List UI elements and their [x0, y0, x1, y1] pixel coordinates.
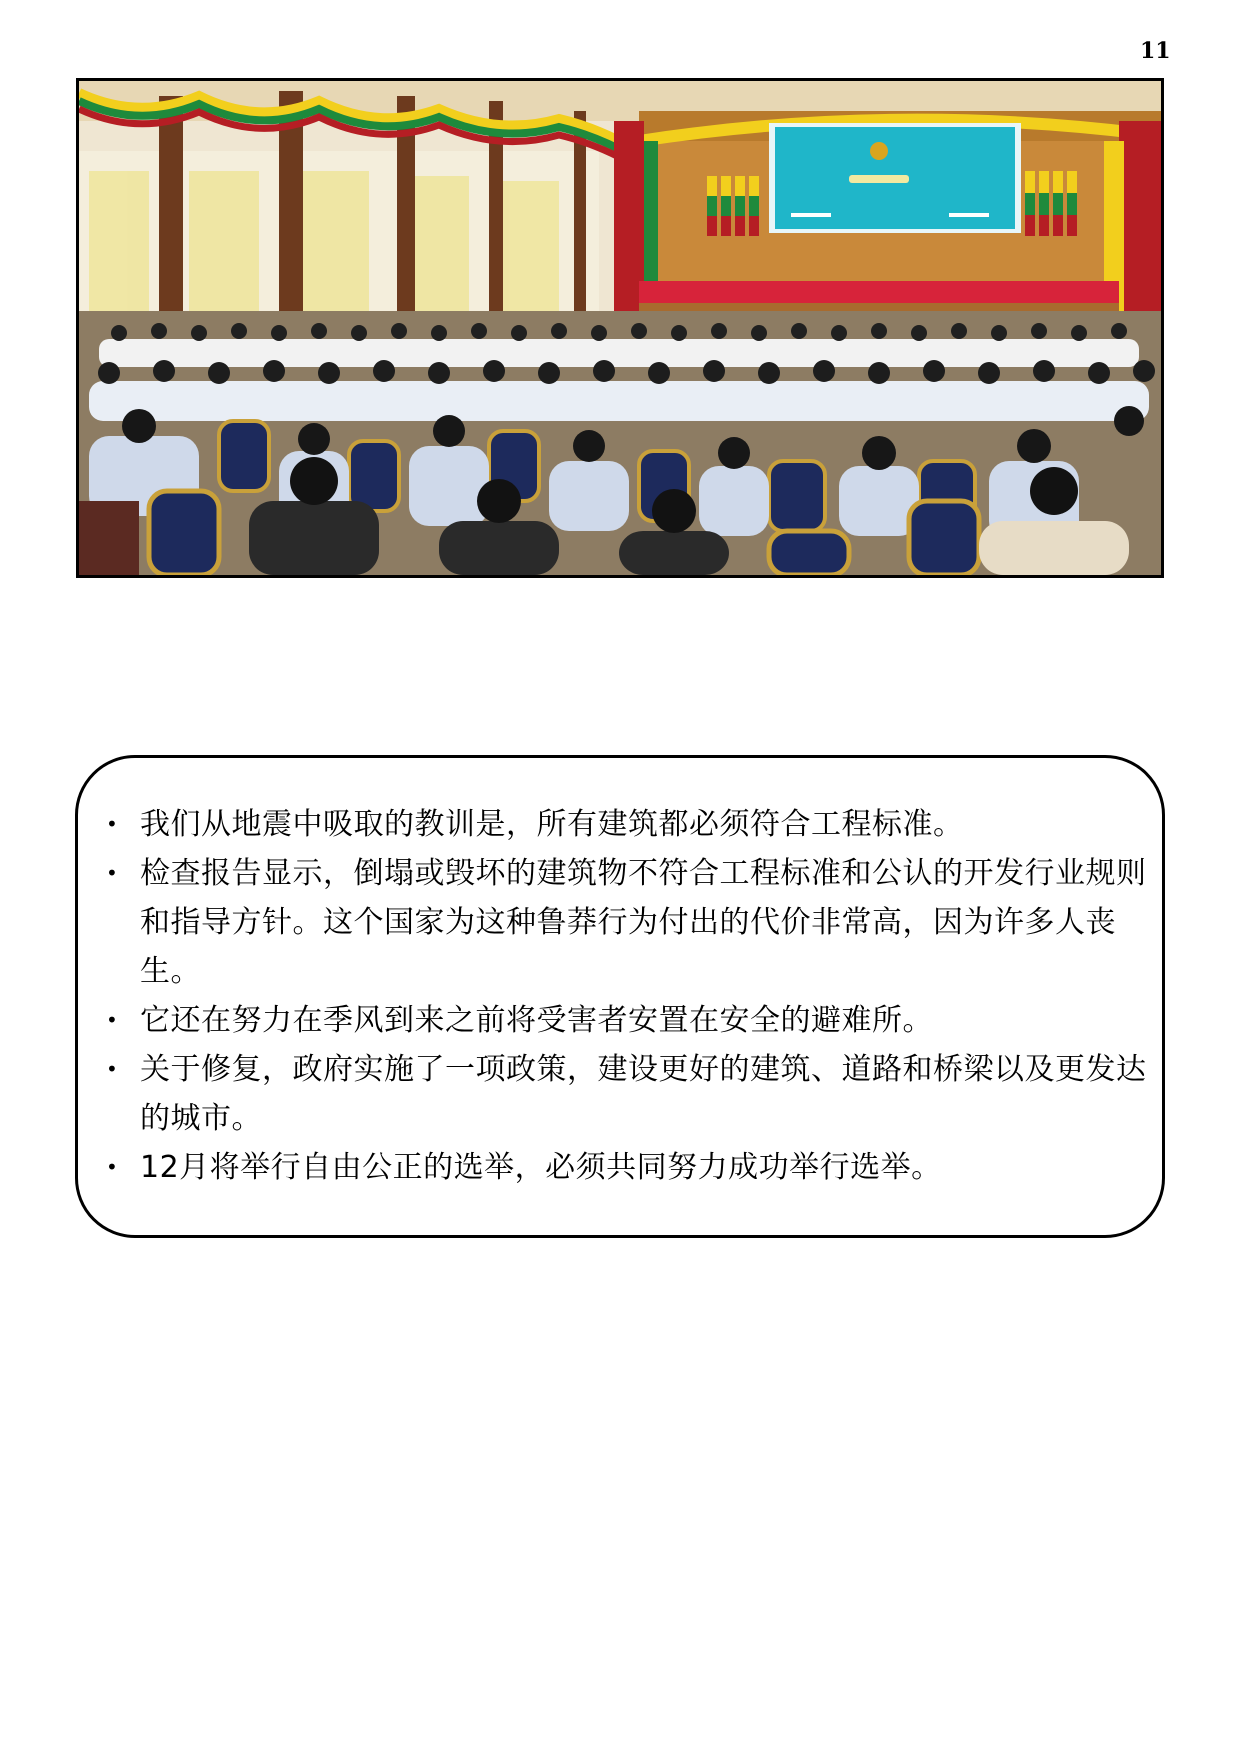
list-item	[100, 1045, 1150, 1143]
list-item-text: 我们从地震中吸取的教训是，所有建筑都必须符合工程标准。	[140, 807, 964, 842]
list-item	[100, 800, 1150, 849]
bullet-icon: •	[106, 812, 119, 836]
bullet-icon: •	[106, 1057, 119, 1081]
page-number: 11	[1140, 38, 1171, 64]
list-item	[100, 849, 1150, 996]
list-item	[100, 996, 1150, 1045]
list-item-text: 它还在努力在季风到来之前将受害者安置在安全的避难所。	[140, 1003, 933, 1038]
bullet-icon: •	[106, 861, 119, 885]
bullet-icon: •	[106, 1155, 119, 1179]
summary-bullet-list	[100, 800, 1150, 1192]
list-item-text: 关于修复，政府实施了一项政策，建设更好的建筑、道路和桥梁以及更发达的城市。	[140, 1052, 1147, 1136]
photo-illustration	[79, 81, 1161, 575]
list-item	[100, 1143, 1150, 1192]
list-item-text: 检查报告显示，倒塌或毁坏的建筑物不符合工程标准和公认的开发行业规则和指导方针。这个国家为这种鲁莽行为付出的代价非常高，因为许多人丧生。	[140, 856, 1147, 989]
meeting-hall-photo	[76, 78, 1164, 578]
bullet-icon: •	[106, 1008, 119, 1032]
list-item-text: 12月将举行自由公正的选举，必须共同努力成功举行选举。	[140, 1150, 942, 1185]
